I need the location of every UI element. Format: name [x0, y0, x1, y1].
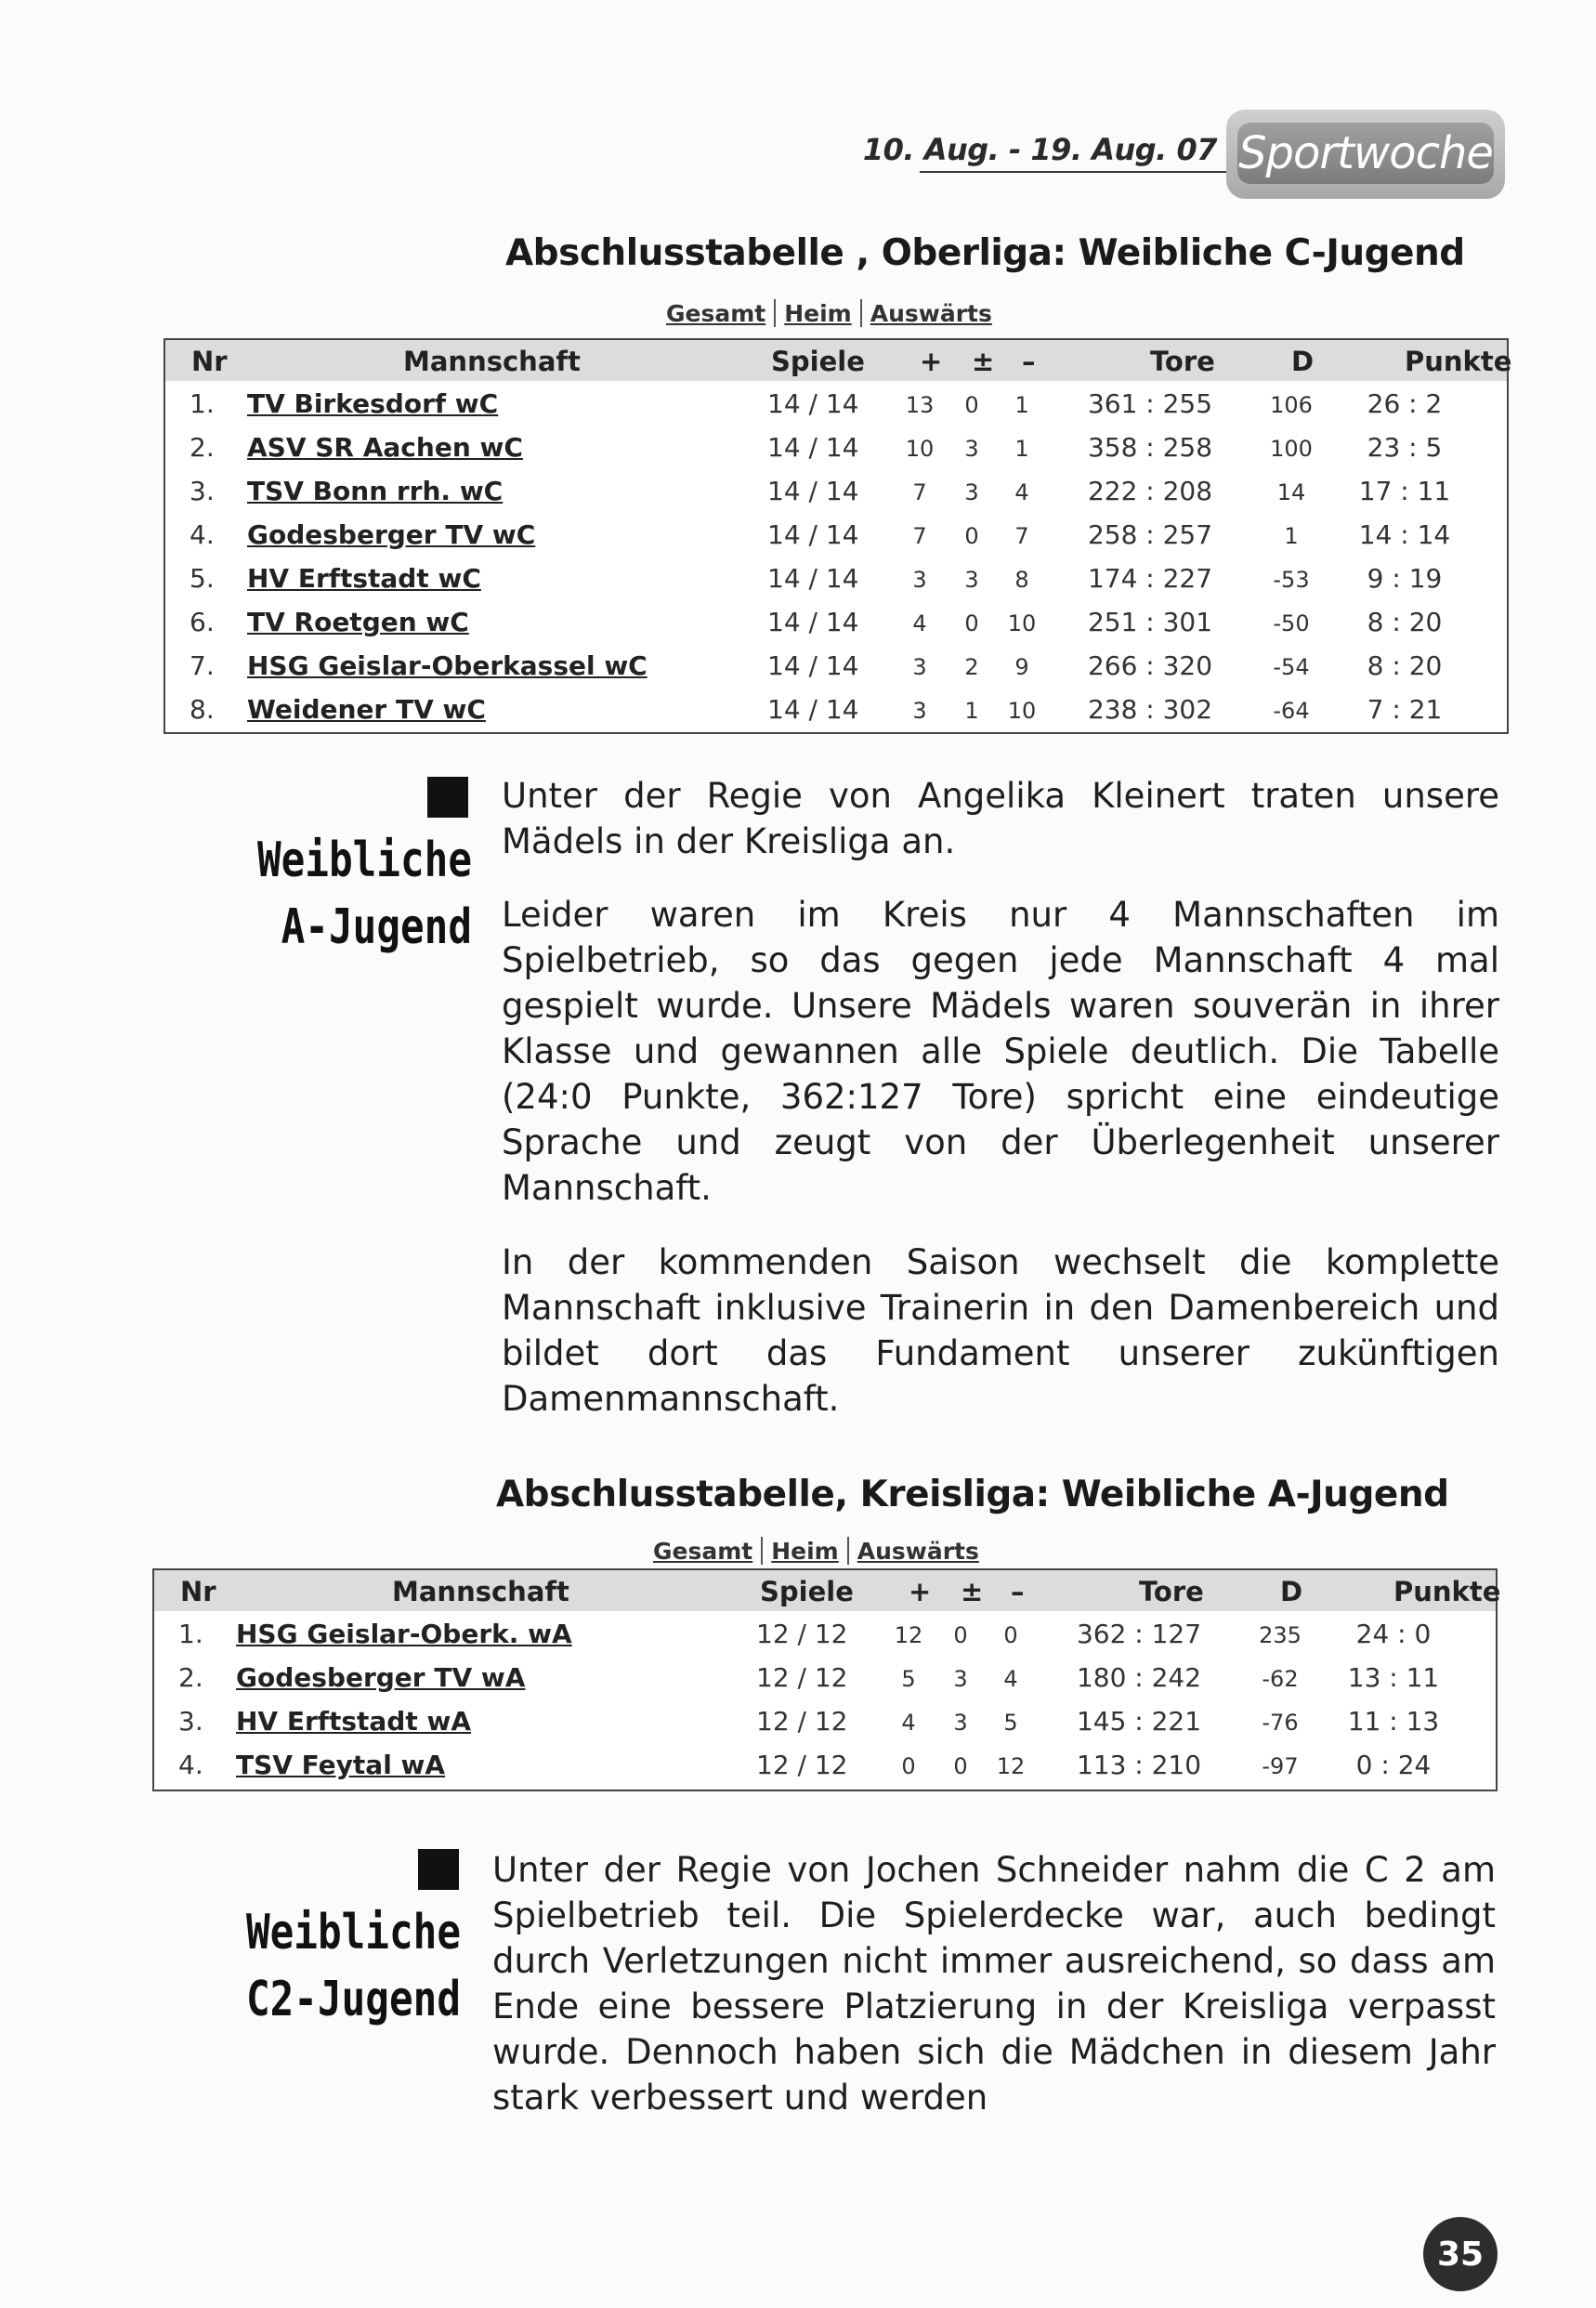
- cell-points: 17 : 11: [1358, 476, 1451, 506]
- cell-draw: 0: [964, 392, 979, 418]
- cell-goals: 145 : 221: [1076, 1706, 1202, 1737]
- cell-diff: 106: [1270, 392, 1313, 418]
- section1-paragraph: In der kommenden Saison wechselt die komplette Mannschaft inklusive Trainerin in den Damenbereich und bildet dort das Fundament unserer zukünftigen Damenmannschaft.: [502, 1242, 1499, 1419]
- page-header: [862, 104, 1505, 203]
- cell-points: 14 : 14: [1358, 519, 1451, 550]
- cell-nr: 6.: [190, 607, 215, 637]
- cell-goals: 238 : 302: [1087, 694, 1213, 725]
- cell-goals: 362 : 127: [1076, 1619, 1202, 1649]
- col-loss: –: [1022, 346, 1036, 377]
- cell-points: 9 : 19: [1367, 563, 1443, 594]
- col-draw: ±: [972, 346, 995, 377]
- cell-games: 14 / 14: [767, 607, 859, 637]
- cell-team[interactable]: TV Birkesdorf wC: [247, 388, 499, 419]
- col-points: Punkte: [1393, 1576, 1501, 1607]
- section-marker-square: [427, 777, 468, 818]
- table-row: [165, 426, 1507, 470]
- cell-diff: -76: [1262, 1710, 1299, 1736]
- cell-nr: 2.: [190, 432, 215, 463]
- cell-loss: 9: [1014, 654, 1029, 680]
- cell-diff: -62: [1262, 1666, 1299, 1692]
- section2-title: Weibliche C2-Jugend: [245, 1905, 461, 2027]
- cell-loss: 10: [1007, 698, 1037, 724]
- cell-win: 0: [901, 1753, 916, 1779]
- cell-win: 4: [912, 610, 927, 636]
- cell-goals: 258 : 257: [1087, 519, 1213, 550]
- cell-diff: -54: [1273, 654, 1310, 680]
- table-row: [165, 645, 1507, 688]
- cell-win: 4: [901, 1710, 916, 1736]
- cell-loss: 10: [1007, 610, 1037, 636]
- table1-filter: [658, 299, 1001, 327]
- cell-draw: 0: [953, 1753, 968, 1779]
- cell-team[interactable]: TSV Feytal wA: [236, 1750, 446, 1780]
- cell-draw: 0: [964, 523, 979, 549]
- table-row: [154, 1657, 1496, 1700]
- cell-win: 5: [901, 1666, 916, 1692]
- cell-goals: 113 : 210: [1076, 1750, 1202, 1780]
- cell-nr: 5.: [190, 563, 215, 594]
- cell-goals: 180 : 242: [1076, 1662, 1202, 1693]
- cell-goals: 174 : 227: [1087, 563, 1213, 594]
- cell-win: 13: [905, 392, 935, 418]
- cell-games: 14 / 14: [767, 432, 859, 463]
- cell-points: 8 : 20: [1367, 607, 1443, 637]
- cell-diff: -53: [1273, 567, 1310, 593]
- cell-points: 24 : 0: [1355, 1619, 1432, 1649]
- cell-loss: 0: [1003, 1622, 1018, 1648]
- table-row: [165, 688, 1507, 732]
- cell-win: 7: [912, 523, 927, 549]
- table2-standings: [152, 1568, 1501, 1791]
- cell-goals: 251 : 301: [1087, 607, 1213, 637]
- col-goals: Tore: [1139, 1576, 1204, 1607]
- cell-goals: 222 : 208: [1087, 476, 1213, 506]
- cell-nr: 2.: [178, 1662, 203, 1693]
- cell-loss: 8: [1014, 567, 1029, 593]
- section-marker-square: [418, 1849, 459, 1890]
- cell-loss: 5: [1003, 1710, 1018, 1736]
- cell-draw: 3: [964, 479, 979, 505]
- cell-games: 12 / 12: [756, 1750, 848, 1780]
- section2-paragraph: Unter der Regie von Jochen Schneider nahm die C 2 am Spielbetrieb teil. Die Spielerdecke war, auch bedingt durch Verletzungen nicht immer ausreichend, so dass am Ende eine bessere Platzierung in der Kreisliga verpasst wurde. Dennoch haben sich die Mädchen in diesem Jahr stark verbessert und werden: [492, 1850, 1496, 2118]
- cell-points: 7 : 21: [1367, 694, 1443, 725]
- filter-gesamt[interactable]: Gesamt: [653, 1537, 753, 1565]
- filter-heim[interactable]: Heim: [771, 1537, 839, 1565]
- table-row: [165, 601, 1507, 645]
- cell-diff: -50: [1273, 610, 1310, 636]
- col-win: +: [909, 1576, 932, 1607]
- cell-nr: 4.: [178, 1750, 203, 1780]
- cell-nr: 3.: [178, 1706, 203, 1737]
- cell-loss: 4: [1014, 479, 1029, 505]
- cell-goals: 358 : 258: [1087, 432, 1213, 463]
- cell-games: 14 / 14: [767, 519, 859, 550]
- col-diff: D: [1291, 346, 1315, 377]
- cell-points: 0 : 24: [1355, 1750, 1432, 1780]
- filter-heim[interactable]: Heim: [784, 299, 852, 327]
- cell-team[interactable]: Weidener TV wC: [247, 694, 486, 725]
- cell-points: 23 : 5: [1367, 432, 1443, 463]
- cell-team[interactable]: HSG Geislar-Oberkassel wC: [247, 650, 648, 681]
- cell-team[interactable]: ASV SR Aachen wC: [247, 432, 523, 463]
- table-header: [165, 340, 1512, 381]
- section1-paragraph: Unter der Regie von Angelika Kleinert traten unsere Mädels in der Kreisliga an.: [502, 776, 1499, 861]
- col-win: +: [920, 346, 943, 377]
- cell-diff: 100: [1270, 436, 1313, 462]
- cell-points: 11 : 13: [1347, 1706, 1440, 1737]
- table1-standings: [164, 338, 1512, 734]
- cell-loss: 12: [996, 1753, 1026, 1779]
- cell-team[interactable]: HSG Geislar-Oberk. wA: [236, 1619, 572, 1649]
- filter-gesamt[interactable]: Gesamt: [666, 299, 766, 327]
- col-loss: –: [1011, 1576, 1025, 1607]
- cell-loss: 7: [1014, 523, 1029, 549]
- cell-team[interactable]: TV Roetgen wC: [247, 607, 469, 637]
- cell-nr: 1.: [190, 388, 215, 419]
- cell-games: 12 / 12: [756, 1619, 848, 1649]
- table-header: [154, 1570, 1501, 1611]
- cell-nr: 8.: [190, 694, 215, 725]
- cell-diff: -64: [1273, 698, 1310, 724]
- cell-draw: 0: [964, 610, 979, 636]
- filter-auswaerts[interactable]: Auswärts: [870, 299, 992, 327]
- col-diff: D: [1280, 1576, 1303, 1607]
- table2-filter: [645, 1537, 988, 1565]
- col-nr: Nr: [191, 346, 228, 377]
- cell-points: 13 : 11: [1347, 1662, 1440, 1693]
- cell-draw: 0: [953, 1622, 968, 1648]
- table2-title: Abschlusstabelle, Kreisliga: Weibliche A-Jugend: [496, 1474, 1449, 1515]
- cell-team[interactable]: HV Erftstadt wC: [247, 563, 481, 594]
- cell-nr: 3.: [190, 476, 215, 506]
- section1-title: Weibliche A-Jugend: [256, 833, 472, 955]
- table1-title: Abschlusstabelle , Oberliga: Weibliche C-Jugend: [505, 232, 1465, 274]
- table-row: [165, 514, 1507, 557]
- cell-team[interactable]: Godesberger TV wA: [236, 1662, 526, 1693]
- cell-nr: 4.: [190, 519, 215, 550]
- col-draw: ±: [961, 1576, 984, 1607]
- table-row: [154, 1613, 1496, 1657]
- cell-win: 3: [912, 567, 927, 593]
- col-games: Spiele: [771, 346, 865, 377]
- cell-win: 10: [905, 436, 935, 462]
- col-points: Punkte: [1405, 346, 1512, 377]
- cell-points: 8 : 20: [1367, 650, 1443, 681]
- cell-games: 14 / 14: [767, 694, 859, 725]
- cell-draw: 2: [964, 654, 979, 680]
- col-goals: Tore: [1150, 346, 1215, 377]
- cell-games: 14 / 14: [767, 388, 859, 419]
- cell-win: 3: [912, 698, 927, 724]
- cell-draw: 3: [964, 567, 979, 593]
- table-row: [165, 470, 1507, 514]
- table-row: [165, 557, 1507, 601]
- cell-goals: 266 : 320: [1087, 650, 1213, 681]
- cell-loss: 1: [1014, 392, 1029, 418]
- cell-team[interactable]: TSV Bonn rrh. wC: [247, 476, 504, 506]
- cell-draw: 3: [953, 1710, 968, 1736]
- cell-win: 3: [912, 654, 927, 680]
- table-row: [154, 1700, 1496, 1744]
- table-row: [154, 1744, 1496, 1788]
- cell-loss: 1: [1014, 436, 1029, 462]
- cell-win: 7: [912, 479, 927, 505]
- col-team: Mannschaft: [392, 1576, 569, 1607]
- sportwoche-badge: [1226, 110, 1505, 199]
- cell-team[interactable]: Godesberger TV wC: [247, 519, 536, 550]
- cell-games: 14 / 14: [767, 650, 859, 681]
- col-team: Mannschaft: [403, 346, 581, 377]
- brand-name: Sportwoche: [1238, 127, 1493, 179]
- cell-goals: 361 : 255: [1087, 388, 1213, 419]
- cell-diff: 1: [1284, 523, 1299, 549]
- cell-diff: 14: [1276, 479, 1306, 505]
- cell-games: 12 / 12: [756, 1706, 848, 1737]
- cell-draw: 1: [964, 698, 979, 724]
- cell-diff: 235: [1259, 1622, 1302, 1648]
- cell-loss: 4: [1003, 1666, 1018, 1692]
- cell-points: 26 : 2: [1367, 388, 1443, 419]
- header-underline: [920, 171, 1226, 173]
- filter-auswaerts[interactable]: Auswärts: [857, 1537, 979, 1565]
- cell-games: 14 / 14: [767, 563, 859, 594]
- table-row: [165, 383, 1507, 426]
- section1-paragraph: Leider waren im Kreis nur 4 Mannschaften im Spielbetrieb, so das gegen jede Mannschaft 4 mal gespielt wurde. Unsere Mädels waren souverän in ihrer Klasse und gewannen alle Spiele deutlich. Die Tabelle (24:0 Punkte, 362:127 Tore) spricht eine eindeutige Sprache und zeugt von der Überlegenheit unserer Mannschaft.: [502, 895, 1499, 1208]
- cell-games: 12 / 12: [756, 1662, 848, 1693]
- cell-win: 12: [894, 1622, 923, 1648]
- cell-games: 14 / 14: [767, 476, 859, 506]
- col-games: Spiele: [760, 1576, 854, 1607]
- cell-diff: -97: [1262, 1753, 1299, 1779]
- cell-draw: 3: [964, 436, 979, 462]
- page-number: 35: [1423, 2217, 1498, 2291]
- header-date: 10. Aug. - 19. Aug. 07: [862, 132, 1217, 167]
- col-nr: Nr: [180, 1576, 216, 1607]
- cell-draw: 3: [953, 1666, 968, 1692]
- cell-nr: 1.: [178, 1619, 203, 1649]
- cell-nr: 7.: [190, 650, 215, 681]
- cell-team[interactable]: HV Erftstadt wA: [236, 1706, 472, 1737]
